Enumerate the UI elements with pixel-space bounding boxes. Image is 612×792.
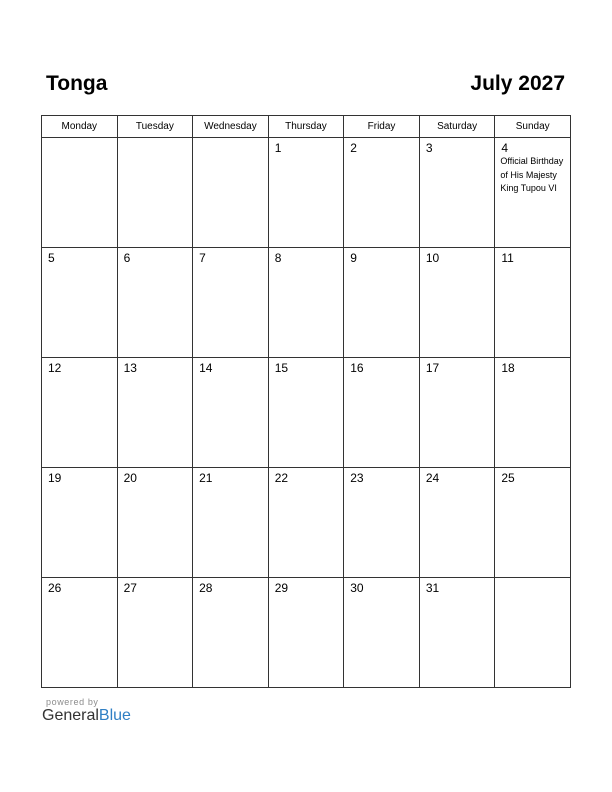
- day-number: 16: [350, 361, 364, 375]
- day-number: 13: [123, 361, 137, 375]
- brand-blue: Blue: [98, 707, 131, 724]
- day-number: 27: [123, 581, 137, 595]
- holiday-label: [193, 142, 268, 143]
- day-cell: [42, 358, 118, 468]
- day-cell: [268, 138, 344, 248]
- weekday-header: Sunday: [495, 116, 571, 138]
- brand-general: General: [42, 707, 99, 724]
- day-number: 30: [350, 581, 364, 595]
- day-cell: [495, 138, 571, 248]
- day-cell: [344, 578, 420, 688]
- week-row: [42, 358, 571, 468]
- month-year-title: July 2027: [470, 72, 565, 95]
- day-number: 3: [425, 141, 433, 155]
- day-number: 21: [199, 471, 213, 485]
- calendar-grid: [41, 115, 571, 688]
- day-cell: [193, 468, 269, 578]
- day-cell: [42, 578, 118, 688]
- weekday-header: Friday: [344, 116, 420, 138]
- day-cell: [344, 358, 420, 468]
- weekday-header: Thursday: [268, 116, 344, 138]
- day-number: 9: [350, 251, 357, 265]
- day-cell: [268, 578, 344, 688]
- day-number: 25: [501, 471, 515, 485]
- day-cell: [495, 578, 571, 688]
- day-cell: [344, 138, 420, 248]
- day-cell: [344, 248, 420, 358]
- day-number: 17: [425, 361, 440, 375]
- day-cell: [193, 358, 269, 468]
- day-number: 28: [199, 581, 213, 595]
- weekday-header: Tuesday: [117, 116, 193, 138]
- powered-by-label: powered by: [46, 697, 99, 707]
- day-number: 6: [123, 251, 131, 265]
- day-number: 29: [274, 581, 289, 595]
- weekday-header: Wednesday: [193, 116, 269, 138]
- day-cell: [42, 248, 118, 358]
- day-cell: [419, 578, 495, 688]
- day-number: 19: [48, 471, 62, 485]
- day-cell: [117, 578, 193, 688]
- day-number: 23: [350, 471, 364, 485]
- day-number: 24: [425, 471, 440, 485]
- country-title: Tonga: [46, 72, 108, 95]
- weekday-header: Saturday: [419, 116, 495, 138]
- weekday-header: Monday: [42, 116, 118, 138]
- day-number: 31: [425, 581, 440, 595]
- day-cell: [419, 468, 495, 578]
- day-number: 4: [501, 141, 509, 155]
- week-row: [42, 578, 571, 688]
- day-number: 12: [48, 361, 62, 375]
- day-number: 26: [48, 581, 62, 595]
- day-cell: [268, 358, 344, 468]
- day-number: 22: [274, 471, 289, 485]
- day-cell: [117, 358, 193, 468]
- day-cell: [42, 138, 118, 248]
- day-cell: [117, 468, 193, 578]
- holiday-label: [495, 582, 570, 583]
- day-cell: [193, 138, 269, 248]
- day-cell: [495, 248, 571, 358]
- day-cell: [268, 248, 344, 358]
- day-cell: [117, 138, 193, 248]
- day-number: 1: [274, 141, 282, 155]
- week-row: [42, 468, 571, 578]
- day-number: 11: [501, 251, 514, 265]
- day-cell: [193, 248, 269, 358]
- generalblue-logo[interactable]: [42, 707, 131, 725]
- day-number: 2: [350, 141, 357, 155]
- holiday-label: [118, 142, 193, 143]
- day-cell: [419, 138, 495, 248]
- holiday-label: Official Birthday of His Majesty King Tupou VI: [500, 156, 564, 193]
- weekday-header-row: [42, 116, 571, 138]
- week-row: [42, 138, 571, 248]
- day-cell: [42, 468, 118, 578]
- day-number: 7: [199, 251, 206, 265]
- day-number: 5: [48, 251, 55, 265]
- day-cell: [495, 358, 571, 468]
- day-cell: [117, 248, 193, 358]
- day-number: 8: [274, 251, 282, 265]
- day-cell: [268, 468, 344, 578]
- day-number: 20: [123, 471, 137, 485]
- day-cell: [419, 248, 495, 358]
- day-cell: [193, 578, 269, 688]
- footer-brand: [42, 697, 131, 725]
- day-number: 18: [501, 361, 515, 375]
- week-row: [42, 248, 571, 358]
- day-number: 10: [425, 251, 440, 265]
- day-cell: [419, 358, 495, 468]
- day-cell: [495, 468, 571, 578]
- day-number: 15: [274, 361, 289, 375]
- holiday-label: [42, 142, 117, 143]
- day-cell: [344, 468, 420, 578]
- day-number: 14: [199, 361, 213, 375]
